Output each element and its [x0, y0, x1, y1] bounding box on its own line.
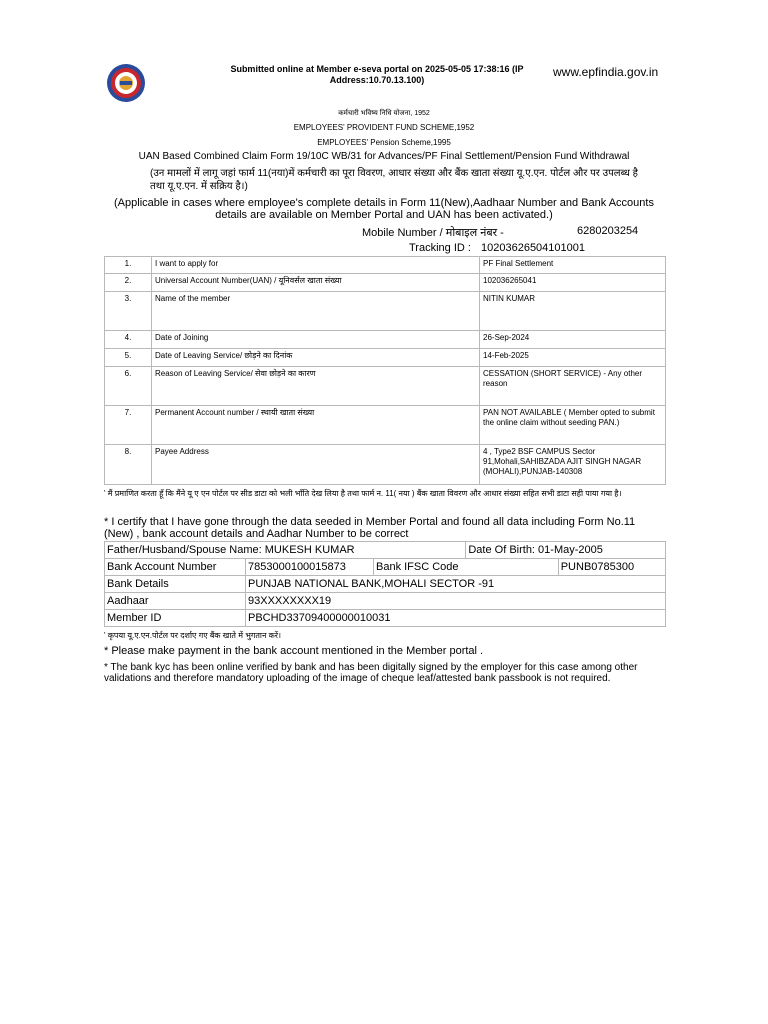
table-row	[105, 331, 666, 349]
member-id-value: PBCHD33709400000010031	[246, 610, 666, 627]
row-number: 6.	[105, 367, 152, 406]
row-number: 8.	[105, 445, 152, 485]
row-number: 1.	[105, 257, 152, 274]
applicable-note: (Applicable in cases where employee's complete details in Form 11(New),Aadhaar Number and Bank Accounts details are available on Member Portal and UAN has been activated.)	[114, 197, 654, 221]
row-value: NITIN KUMAR	[480, 292, 666, 331]
certification-hindi: ' मैं प्रमाणित करता हूँ कि मैंने यू ए एन पोर्टल पर सीड डाटा को भली भाँति देख लिया है तथा फार्म न. 11( नया ) बैंक खाता विवरण और आधार संख्या सहित सभी डाटा सही पाया गया है।	[104, 489, 622, 498]
pension-scheme-title: EMPLOYEES' Pension Scheme,1995	[317, 138, 451, 147]
aadhaar-value: 93XXXXXXXX19	[246, 593, 666, 610]
ifsc-value: PUNB0785300	[558, 559, 665, 576]
bank-details-label: Bank Details	[105, 576, 246, 593]
claim-details-table	[104, 256, 666, 485]
certification-english: * I certify that I have gone through the data seeded in Member Portal and found all data including Form No.11 (New) , bank account details and Aadhar Number to be correct	[104, 516, 636, 540]
table-row	[105, 257, 666, 274]
kyc-note: * The bank kyc has been online verified by bank and has been digitally signed by the employer for this case among other validations and therefore mandatory uploading of the image of cheque leaf/attested bank passbook is not required.	[104, 662, 638, 684]
row-label: Reason of Leaving Service/ सेवा छोड़ने का कारण	[152, 367, 480, 406]
date-of-birth: Date Of Birth: 01-May-2005	[466, 542, 666, 559]
row-label: Payee Address	[152, 445, 480, 485]
table-row	[105, 367, 666, 406]
mobile-label: Mobile Number / मोबाइल नंबर -	[362, 227, 504, 239]
row-label: Permanent Account number / स्थायी खाता संख्या	[152, 406, 480, 445]
row-label: Name of the member	[152, 292, 480, 331]
table-row	[105, 593, 666, 610]
row-number: 3.	[105, 292, 152, 331]
row-number: 2.	[105, 274, 152, 292]
row-number: 4.	[105, 331, 152, 349]
table-row	[105, 349, 666, 367]
table-row	[105, 445, 666, 485]
bank-details-table	[104, 541, 666, 627]
table-row	[105, 542, 666, 559]
form-title: UAN Based Combined Claim Form 19/10C WB/31 for Advances/PF Final Settlement/Pension Fund Withdrawal	[138, 151, 630, 162]
applicable-note-hindi: (उन मामलों में लागू जहां फार्म 11(नया)में कर्मचारी का पूरा विवरण, आधार संख्या और बैंक खाता संख्या यू.ए.एन. पोर्टल और पर उपलब्ध है तथा यू.ए.एन. में सक्रिय है।)	[150, 168, 638, 192]
account-value: 7853000100015873	[246, 559, 374, 576]
row-value: 4 , Type2 BSF CAMPUS Sector 91,Mohali,SAHIBZADA AJIT SINGH NAGAR (MOHALI),PUNJAB-140308	[480, 445, 666, 485]
row-label: Date of Joining	[152, 331, 480, 349]
tracking-value: 10203626504101001	[481, 242, 586, 254]
table-row	[105, 274, 666, 292]
row-number: 7.	[105, 406, 152, 445]
father-name: Father/Husband/Spouse Name: MUKESH KUMAR	[105, 542, 466, 559]
table-row	[105, 576, 666, 593]
epf-scheme-title: EMPLOYEES' PROVIDENT FUND SCHEME,1952	[293, 123, 475, 132]
table-row	[105, 406, 666, 445]
row-value: 26-Sep-2024	[480, 331, 666, 349]
mobile-value: 6280203254	[577, 225, 639, 237]
row-number: 5.	[105, 349, 152, 367]
row-label: Date of Leaving Service/ छोड़ने का दिनांक	[152, 349, 480, 367]
submission-info: Submitted online at Member e-seva portal on 2025-05-05 17:38:16 (IP Address:10.70.13.100)	[230, 64, 524, 85]
payment-note: * Please make payment in the bank account mentioned in the Member portal .	[104, 645, 484, 657]
table-row	[105, 292, 666, 331]
tracking-label: Tracking ID :	[409, 242, 471, 254]
row-value: 14-Feb-2025	[480, 349, 666, 367]
website-link[interactable]: www.epfindia.gov.in	[553, 65, 659, 79]
payment-note-hindi: ' कृपया यू.ए.एन.पोर्टल पर दर्शाए गए बैंक खाते में भुगतान करें।	[104, 631, 282, 640]
aadhaar-label: Aadhaar	[105, 593, 246, 610]
account-label: Bank Account Number	[105, 559, 246, 576]
row-label: I want to apply for	[152, 257, 480, 274]
row-value: PF Final Settlement	[480, 257, 666, 274]
row-value: 102036265041	[480, 274, 666, 292]
table-row	[105, 610, 666, 627]
row-value: PAN NOT AVAILABLE ( Member opted to submit the online claim without seeding PAN.)	[480, 406, 666, 445]
member-id-label: Member ID	[105, 610, 246, 627]
bank-details-value: PUNJAB NATIONAL BANK,MOHALI SECTOR -91	[246, 576, 666, 593]
row-label: Universal Account Number(UAN) / यूनिवर्सल खाता संख्या	[152, 274, 480, 292]
table-row	[105, 559, 666, 576]
ifsc-label: Bank IFSC Code	[374, 559, 559, 576]
row-value: CESSATION (SHORT SERVICE) - Any other reason	[480, 367, 666, 406]
scheme-title-hindi: कर्मचारी भविष्य निधि योजना, 1952	[338, 110, 430, 117]
epfo-logo	[106, 63, 146, 103]
